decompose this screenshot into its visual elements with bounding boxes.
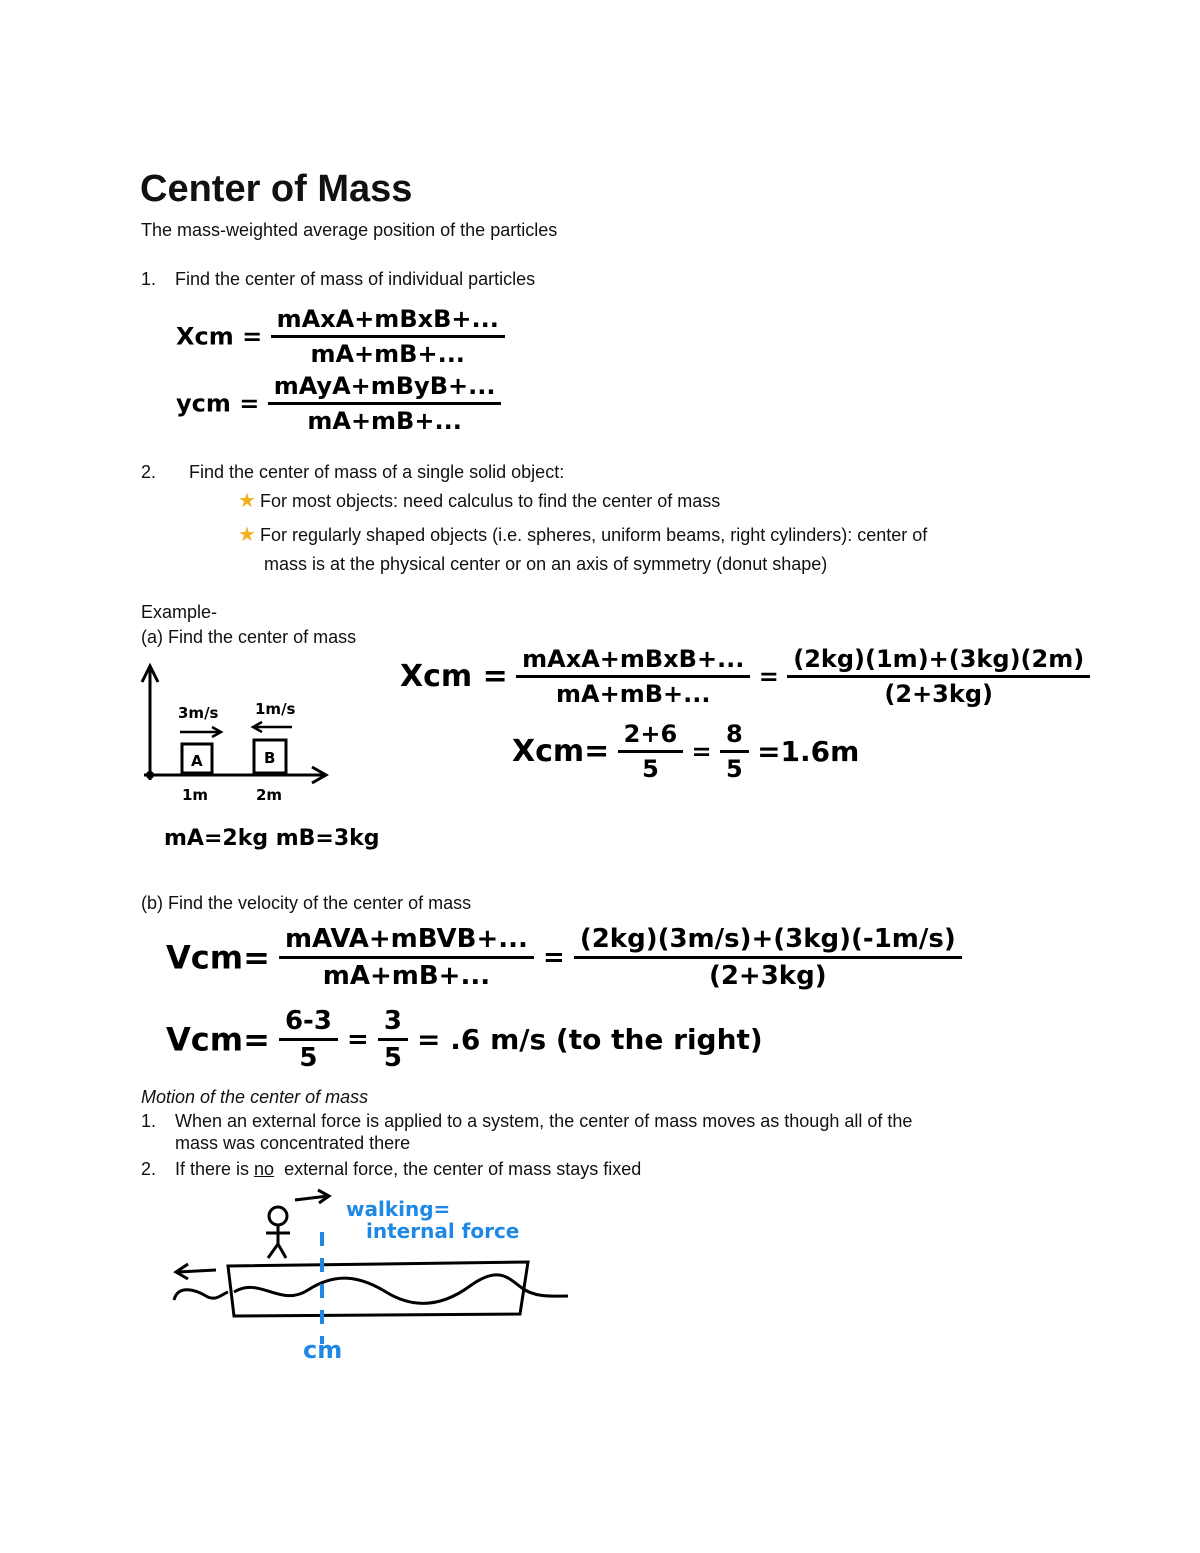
b-eq1-fraction-1 (279, 924, 534, 991)
a-eq2-equals: = (691, 737, 712, 766)
part-a-label: (a) Find the center of mass (141, 627, 357, 647)
bullet-1 (238, 490, 720, 512)
a-eq2-fraction-2 (720, 720, 749, 783)
wave-inside (234, 1275, 522, 1303)
page-title: Center of Mass (140, 168, 413, 210)
a-eq1-equals: = (758, 662, 779, 691)
ycm-numerator: mAyA+mByB+... (268, 372, 502, 405)
b-eq2-result: = .6 m/s (to the right) (417, 1023, 763, 1056)
a-eq2-denominator-2: 5 (726, 755, 743, 783)
subtitle: The mass-weighted average position of the particles (141, 220, 558, 240)
example-label: Example- (141, 602, 218, 622)
a-eq1-numerator-2: (2kg)(1m)+(3kg)(2m) (787, 645, 1090, 678)
b-eq2-lhs: Vcm= (166, 1020, 270, 1059)
b-eq1-numerator-1: mAVA+mBVB+... (279, 924, 534, 959)
a-equation-2 (512, 720, 859, 783)
position-b-label: 2m (256, 786, 283, 804)
box-a-label: A (191, 752, 203, 770)
a-eq1-lhs: Xcm = (400, 659, 508, 694)
box-b-label: B (264, 749, 276, 767)
motion-2-post: external force, the center of mass stays fixed (274, 1159, 642, 1179)
boat-velocity-arrow (178, 1270, 216, 1272)
a-eq2-lhs: Xcm= (512, 734, 610, 769)
ycm-fraction (268, 372, 502, 435)
motion-2-no: no (254, 1159, 275, 1179)
ycm-denominator: mA+mB+... (307, 407, 462, 435)
bullet-2-line-2: mass is at the physical center or on an axis of symmetry (donut shape) (264, 554, 828, 574)
velocity-b-label: 1m/s (255, 700, 296, 718)
step-2-number: 2. (141, 462, 157, 482)
origin-dot (146, 771, 154, 779)
b-equation-2 (166, 1006, 763, 1073)
a-equation-1 (400, 645, 1090, 708)
b-eq2-denominator-1: 5 (299, 1043, 318, 1073)
person-head (269, 1207, 287, 1225)
motion-heading: Motion of the center of mass (141, 1087, 369, 1107)
a-eq1-fraction-1 (516, 645, 750, 708)
bullet-1-text: For most objects: need calculus to find the center of mass (260, 491, 721, 511)
b-eq2-fraction-1 (279, 1006, 338, 1073)
person-right-leg (278, 1244, 286, 1258)
part-b-label: (b) Find the velocity of the center of mass (141, 893, 472, 913)
ycm-formula (176, 372, 501, 435)
bullet-2-line-1: For regularly shaped objects (i.e. spheres, uniform beams, right cylinders): center of (260, 525, 928, 545)
a-eq2-result: =1.6m (757, 735, 860, 768)
walking-label (346, 1198, 519, 1242)
b-eq2-equals: = (347, 1024, 369, 1055)
step-1-text: Find the center of mass of individual particles (175, 269, 536, 289)
position-a-label: 1m (182, 786, 209, 804)
step-2-text: Find the center of mass of a single solid object: (189, 462, 565, 482)
b-eq1-lhs: Vcm= (166, 938, 270, 977)
xcm-formula (176, 305, 505, 368)
b-eq1-denominator-1: mA+mB+... (322, 961, 491, 991)
a-eq1-fraction-2 (787, 645, 1090, 708)
water-right (522, 1288, 568, 1296)
star-icon: ★ (238, 490, 256, 512)
xcm-fraction (271, 305, 505, 368)
velocity-a-label: 3m/s (178, 704, 219, 722)
b-eq1-denominator-2: (2+3kg) (708, 961, 827, 991)
b-eq2-fraction-2 (378, 1006, 408, 1073)
b-eq2-numerator-1: 6-3 (279, 1006, 338, 1041)
motion-2-pre: If there is (175, 1159, 255, 1179)
star-icon: ★ (238, 524, 256, 546)
motion-2-number: 2. (141, 1159, 157, 1179)
b-eq1-equals: = (542, 942, 565, 973)
masses-label: mA=2kg mB=3kg (164, 826, 380, 851)
step-1-number: 1. (141, 269, 157, 289)
b-eq2-denominator-2: 5 (383, 1043, 402, 1073)
person-left-leg (268, 1244, 278, 1258)
xcm-numerator: mAxA+mBxB+... (271, 305, 505, 338)
a-eq2-fraction-1 (618, 720, 684, 783)
motion-1-line-1: When an external force is applied to a system, the center of mass moves as though all of the (175, 1111, 913, 1131)
ycm-lhs: ycm = (176, 389, 260, 418)
water-left (174, 1290, 228, 1300)
motion-1-line-2: mass was concentrated there (175, 1133, 411, 1153)
a-eq1-numerator-1: mAxA+mBxB+... (516, 645, 750, 678)
walking-label-line-2: internal force (366, 1219, 520, 1243)
xcm-lhs: Xcm = (176, 322, 263, 351)
xcm-denominator: mA+mB+... (310, 340, 465, 368)
bullet-2 (238, 524, 927, 546)
b-eq2-numerator-2: 3 (378, 1006, 408, 1041)
a-eq1-denominator-2: (2+3kg) (884, 680, 993, 708)
b-equation-1 (166, 924, 962, 991)
a-eq2-numerator-2: 8 (720, 720, 749, 753)
a-eq2-denominator-1: 5 (642, 755, 659, 783)
a-eq1-denominator-1: mA+mB+... (556, 680, 711, 708)
motion-1-number: 1. (141, 1111, 157, 1131)
motion-2-text (175, 1158, 641, 1180)
a-eq2-numerator-1: 2+6 (618, 720, 684, 753)
walking-label-line-1: walking= (346, 1197, 451, 1221)
b-eq1-numerator-2: (2kg)(3m/s)+(3kg)(-1m/s) (574, 924, 962, 959)
b-eq1-fraction-2 (574, 924, 962, 991)
cm-label: cm (303, 1336, 343, 1364)
